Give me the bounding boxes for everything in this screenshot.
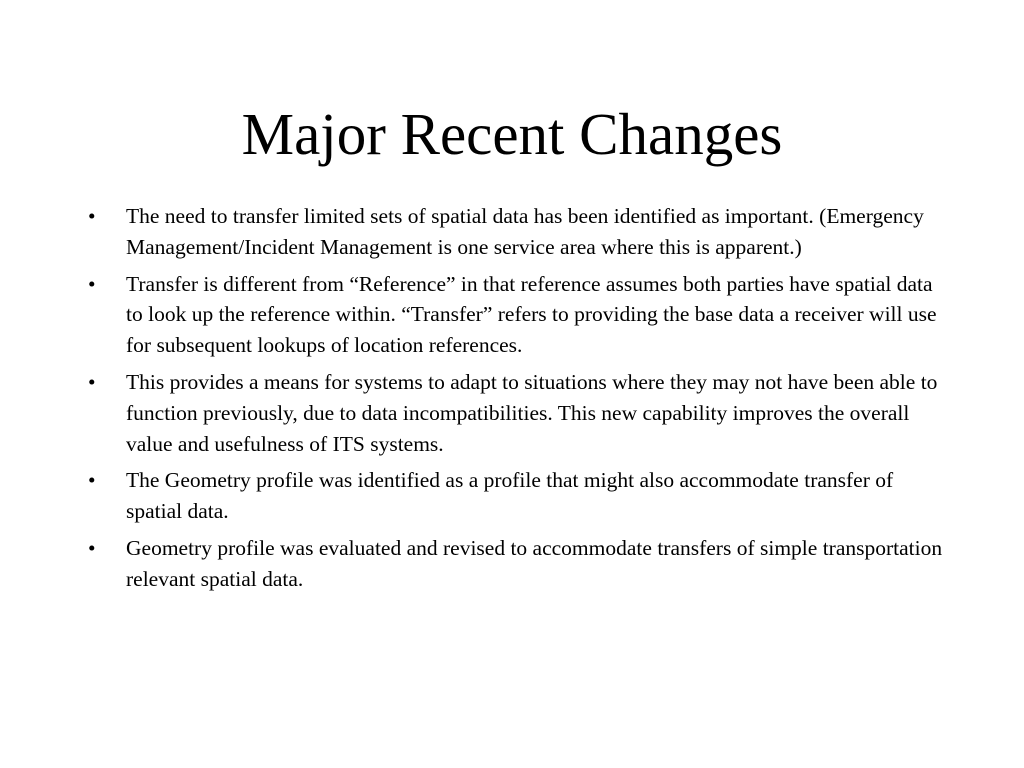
bullet-icon: • (88, 271, 96, 296)
bullet-icon: • (88, 468, 96, 493)
bullet-text: The need to transfer limited sets of spatial data has been identified as important. (Emergency Management/Incident Management is one service area where this is apparent.) (126, 204, 924, 259)
bullet-text: This provides a means for systems to adapt to situations where they may not have been able to function previously, due to data incompatibilities. This new capability improves the overall value and usefulness of ITS systems. (126, 369, 938, 456)
bullet-text: The Geometry profile was identified as a profile that might also accommodate transfer of spatial data. (126, 468, 894, 524)
bullet-icon: • (88, 535, 96, 560)
bullet-item (88, 465, 948, 527)
bullet-text: Geometry profile was evaluated and revised to accommodate transfers of simple transportation relevant spatial data. (126, 535, 943, 591)
bullet-item (88, 367, 948, 459)
bullet-item (88, 269, 948, 361)
bullet-icon: • (88, 204, 96, 228)
slide-title: Major Recent Changes (241, 101, 783, 167)
bullet-item (88, 201, 948, 263)
bullet-list (88, 201, 948, 601)
bullet-text: Transfer is different from “Reference” in that reference assumes both parties have spatial data to look up the reference within. “Transfer” refers to providing the base data a receiver will use for subsequent lookups of location references. (126, 271, 937, 358)
bullet-icon: • (88, 369, 96, 394)
bullet-item (88, 533, 948, 595)
